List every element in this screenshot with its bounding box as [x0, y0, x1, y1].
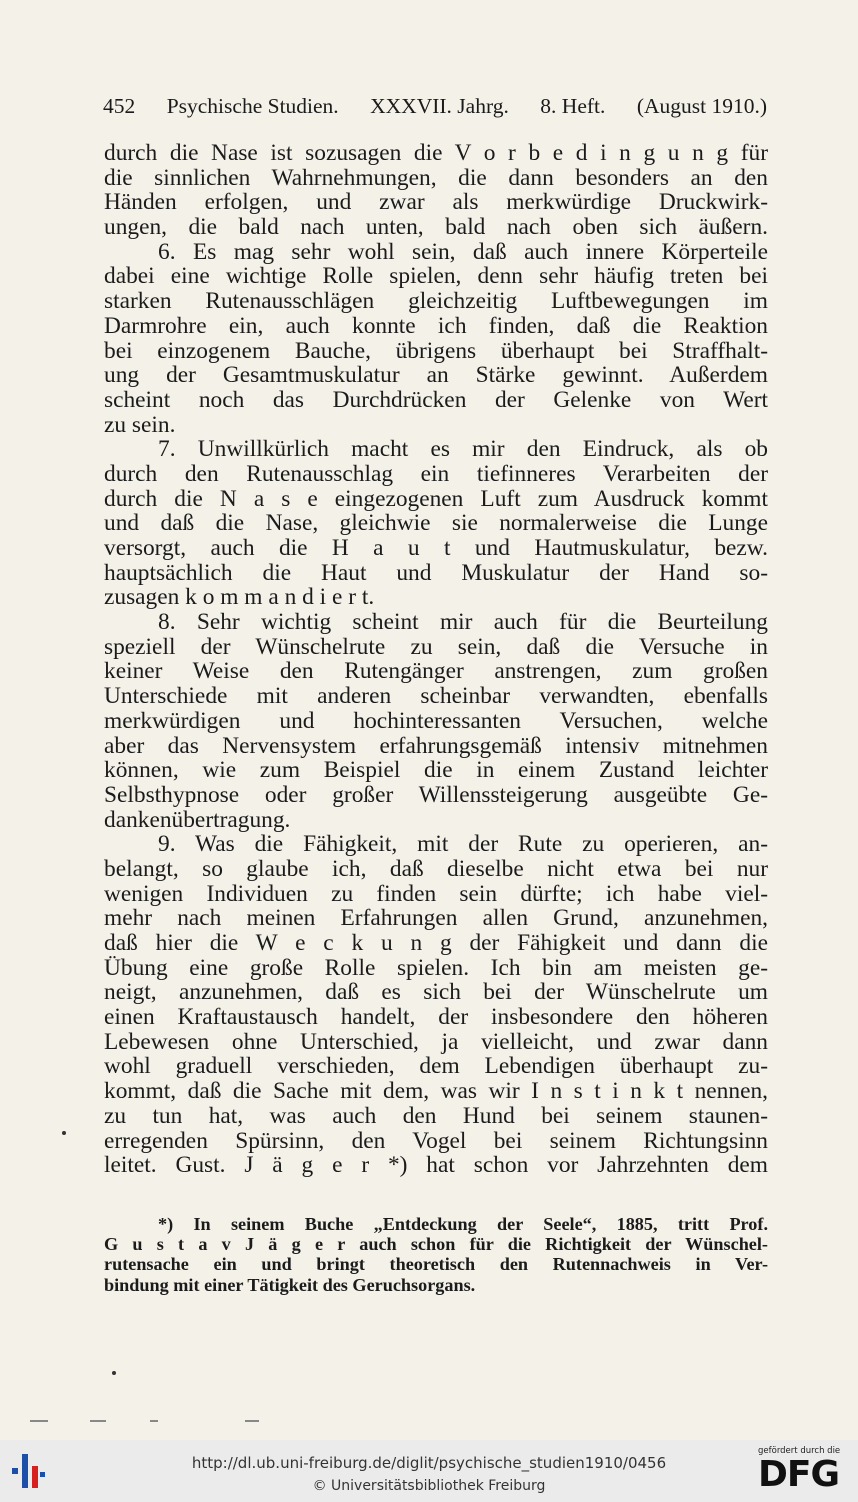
issue-number: 8. Heft.	[540, 94, 606, 118]
text-line: dankenübertragung.	[104, 807, 291, 833]
text-line: erregenden Spürsinn, den Vogel bei seinem Richtungsinn	[104, 1128, 768, 1154]
text-line: wenigen Individuen zu finden sein dürfte; ich habe viel-	[104, 881, 768, 907]
text-line: speziell der Wünschelrute zu sein, daß die Versuche in	[104, 634, 768, 660]
text-line: und daß die Nase, gleichwie sie normalerweise die Lunge	[104, 511, 768, 536]
text-line: belangt, so glaube ich, daß dieselbe nicht etwa bei nur	[104, 856, 768, 882]
volume-year: XXXVII. Jahrg.	[370, 94, 509, 118]
footnote-line: *) In seinem Buche „Entdeckung der Seele“, 1885, tritt Prof.	[158, 1214, 768, 1234]
text-line: 6. Es mag sehr wohl sein, daß auch innere Körperteile	[158, 239, 768, 265]
text-line: daß hier die W e c k u n g der Fähigkeit und dann die	[104, 931, 768, 956]
text-line: durch die N a s e eingezogenen Luft zum Ausdruck kommt	[104, 486, 768, 512]
text-line: durch die Nase ist sozusagen die V o r b e d i n g u n g für	[104, 141, 768, 166]
text-line: die sinnlichen Wahrnehmungen, die dann besonders an den	[104, 165, 768, 191]
footnote-line: rutensache ein und bringt theoretisch den Rutennachweis in Ver-	[104, 1254, 768, 1275]
text-line: neigt, anzunehmen, daß es sich bei der Wünschelrute um	[104, 980, 768, 1006]
footnote	[104, 1214, 768, 1295]
page-number: 452	[103, 94, 136, 118]
text-line: 9. Was die Fähigkeit, mit der Rute zu operieren, an-	[158, 832, 768, 857]
text-line: zu sein.	[104, 412, 176, 438]
text-line: wohl graduell verschieden, dem Lebendigen überhaupt zu-	[104, 1054, 768, 1080]
body-text	[104, 141, 768, 1178]
text-line: können, wie zum Beispiel die in einem Zustand leichter	[104, 758, 768, 783]
text-line: ungen, die bald nach unten, bald nach oben sich äußern.	[104, 215, 768, 240]
text-line: mehr nach meinen Erfahrungen allen Grund, anzunehmen,	[104, 906, 768, 931]
text-line: scheint noch das Durchdrücken der Gelenke von Wert	[104, 387, 768, 413]
text-line: bei einzogenem Bauche, übrigens überhaupt bei Straffhalt-	[104, 338, 768, 364]
scan-speck	[112, 1371, 116, 1375]
journal-title: Psychische Studien.	[166, 94, 339, 118]
text-line: Darmrohre ein, auch konnte ich finden, daß die Reaktion	[104, 313, 768, 339]
text-line: aber das Nervensystem erfahrungsgemäß intensiv mitnehmen	[104, 733, 768, 759]
text-line: starken Rutenausschlägen gleichzeitig Luftbewegungen im	[104, 289, 768, 314]
text-line: einen Kraftaustausch handelt, der insbesondere den höheren	[104, 1005, 768, 1030]
text-line: Unterschiede mit anderen scheinbar verwandten, ebenfalls	[104, 684, 768, 709]
dfg-logo: DFG	[758, 1454, 840, 1495]
running-header	[103, 94, 767, 119]
text-line: Selbsthypnose oder großer Willenssteigerung ausgeübte Ge-	[104, 782, 768, 808]
text-line: zusagen k o m m a n d i e r t.	[104, 585, 375, 611]
text-line: merkwürdigen und hochinteressanten Versuchen, welche	[104, 708, 768, 734]
issue-date: (August 1910.)	[636, 94, 767, 118]
permalink-url[interactable]: http://dl.ub.uni-freiburg.de/diglit/psychische_studien1910/0456	[191, 1454, 667, 1472]
text-line: keiner Weise den Rutengänger anstrengen, zum großen	[104, 659, 768, 685]
text-line: leitet. Gust. J ä g e r *) hat schon vor Jahrzehnten dem	[104, 1153, 768, 1178]
text-line: zu tun hat, was auch den Hund bei seinem staunen-	[104, 1103, 768, 1129]
scan-speck	[62, 1131, 66, 1135]
text-line: kommt, daß die Sache mit dem, was wir I n s t i n k t nennen,	[104, 1079, 768, 1104]
text-line: hauptsächlich die Haut und Muskulatur der Hand so-	[104, 560, 768, 586]
text-line: versorgt, auch die H a u t und Hautmuskulatur, bezw.	[104, 536, 768, 561]
footnote-line: G u s t a v J ä g e r auch schon für die Richtigkeit der Wünschel-	[104, 1234, 768, 1255]
text-line: dabei eine wichtige Rolle spielen, denn sehr häufig treten bei	[104, 264, 768, 290]
copyright-notice: © Universitätsbibliothek Freiburg	[312, 1478, 546, 1494]
footnote-line: bindung mit einer Tätigkeit des Geruchsorgans.	[104, 1274, 476, 1295]
text-line: ung der Gesamtmuskulatur an Stärke gewinnt. Außerdem	[104, 363, 768, 388]
funding-note: gefördert durch die	[758, 1446, 841, 1456]
text-line: durch den Rutenausschlag ein tiefinneres Verarbeiten der	[104, 461, 768, 487]
text-line: Händen erfolgen, und zwar als merkwürdige Druckwirk-	[104, 190, 768, 216]
text-line: 8. Sehr wichtig scheint mir auch für die Beurteilung	[158, 610, 768, 635]
text-line: Lebewesen ohne Unterschied, ja vielleicht, und zwar dann	[104, 1029, 768, 1055]
text-line: Übung eine große Rolle spielen. Ich bin am meisten ge-	[104, 955, 768, 981]
text-line: 7. Unwillkürlich macht es mir den Eindruck, als ob	[158, 437, 768, 462]
scan-edge-marks	[30, 1420, 280, 1423]
